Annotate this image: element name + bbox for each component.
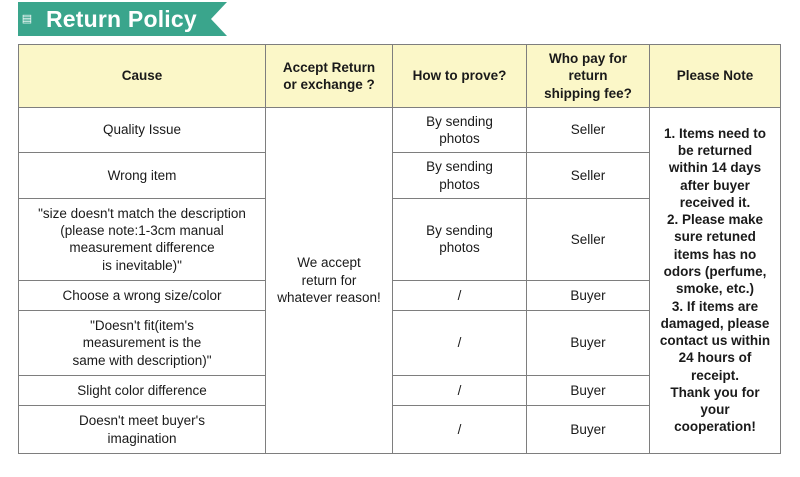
note-line: cooperation!: [674, 419, 756, 435]
cause-line: imagination: [107, 430, 177, 446]
note-line: receipt.: [690, 367, 740, 383]
cell-who-pays: Buyer: [527, 280, 650, 310]
note-line: odors (perfume,: [663, 264, 767, 280]
note-line: 1. Items need to: [663, 125, 767, 141]
prove-line: photos: [439, 131, 480, 147]
note-line: sure retuned: [674, 229, 756, 245]
cell-cause: [19, 311, 266, 376]
policy-table: [18, 44, 781, 454]
column-header-cause: [19, 45, 266, 108]
prove-line: /: [457, 421, 462, 437]
column-header-accept-return: [266, 45, 393, 108]
cause-line: Quality Issue: [102, 122, 182, 138]
prove-line: /: [457, 335, 462, 351]
prove-line: /: [457, 382, 462, 398]
cause-line: (please note:1-3cm manual: [60, 223, 224, 239]
cell-who-pays: Buyer: [527, 311, 650, 376]
cause-line: Doesn't meet buyer's: [79, 413, 205, 429]
cause-line: measurement difference: [69, 240, 215, 256]
cell-cause: [19, 280, 266, 310]
cell-cause: [19, 198, 266, 280]
cell-how-to-prove: [393, 198, 527, 280]
note-line: after buyer: [680, 177, 750, 193]
table-header: [19, 45, 781, 108]
banner-tail-shape: [211, 2, 227, 36]
header-line: shipping fee?: [544, 85, 632, 101]
note-line: smoke, etc.): [675, 281, 755, 297]
cell-who-pays: Buyer: [527, 375, 650, 405]
note-line: contact us within: [659, 333, 771, 349]
note-line: received it.: [679, 194, 751, 210]
page-title: Return Policy: [36, 2, 211, 36]
cell-how-to-prove: [393, 280, 527, 310]
note-line: damaged, please: [660, 315, 770, 331]
note-line: 3. If items are: [671, 298, 759, 314]
cell-how-to-prove: [393, 406, 527, 454]
cause-line: "size doesn't match the description: [38, 205, 246, 221]
accept-line: return for: [301, 272, 357, 288]
cause-line: Wrong item: [107, 167, 177, 183]
note-line: within 14 days: [668, 160, 762, 176]
header-line: How to prove?: [412, 68, 507, 84]
header-line: Who pay for return: [549, 51, 627, 84]
header-banner: [18, 2, 227, 36]
column-header-who-pays: [527, 45, 650, 108]
note-line: items has no: [673, 246, 757, 262]
note-line: your: [700, 402, 730, 418]
cell-cause: [19, 375, 266, 405]
note-line: Thank you for: [670, 384, 760, 400]
cell-cause: [19, 406, 266, 454]
cell-who-pays: Seller: [527, 153, 650, 199]
bookmark-icon: ▤: [18, 2, 36, 36]
header-line: Accept Return: [282, 59, 376, 75]
cell-who-pays: Seller: [527, 107, 650, 153]
prove-line: photos: [439, 176, 480, 192]
cell-how-to-prove: [393, 153, 527, 199]
prove-line: By sending: [426, 159, 493, 175]
cell-how-to-prove: [393, 311, 527, 376]
header-line: or exchange ?: [283, 76, 375, 92]
note-line: 2. Please make: [666, 212, 764, 228]
header-line: Cause: [121, 68, 163, 84]
column-header-please-note: [650, 45, 781, 108]
cell-cause: [19, 107, 266, 153]
cell-how-to-prove: [393, 375, 527, 405]
cell-accept-return: [266, 107, 393, 453]
column-header-how-to-prove: [393, 45, 527, 108]
prove-line: /: [457, 287, 462, 303]
prove-line: By sending: [426, 113, 493, 129]
cause-line: measurement is the: [82, 335, 202, 351]
header-row: [19, 45, 781, 108]
cause-line: "Doesn't fit(item's: [90, 318, 194, 334]
cell-how-to-prove: [393, 107, 527, 153]
cell-who-pays: Buyer: [527, 406, 650, 454]
prove-line: By sending: [426, 223, 493, 239]
policy-table-wrapper: [18, 44, 780, 454]
accept-line: We accept: [297, 255, 361, 271]
table-row: [19, 107, 781, 153]
cause-line: same with description)": [72, 352, 212, 368]
header-line: Please Note: [676, 68, 754, 84]
prove-line: photos: [439, 240, 480, 256]
cell-please-note: [650, 107, 781, 453]
note-line: 24 hours of: [678, 350, 752, 366]
cause-line: is inevitable)": [102, 257, 182, 273]
cell-cause: [19, 153, 266, 199]
table-body: [19, 107, 781, 453]
cell-who-pays: Seller: [527, 198, 650, 280]
note-line: be returned: [677, 143, 753, 159]
accept-line: whatever reason!: [277, 289, 381, 305]
cause-line: Choose a wrong size/color: [62, 287, 222, 303]
cause-line: Slight color difference: [77, 382, 207, 398]
